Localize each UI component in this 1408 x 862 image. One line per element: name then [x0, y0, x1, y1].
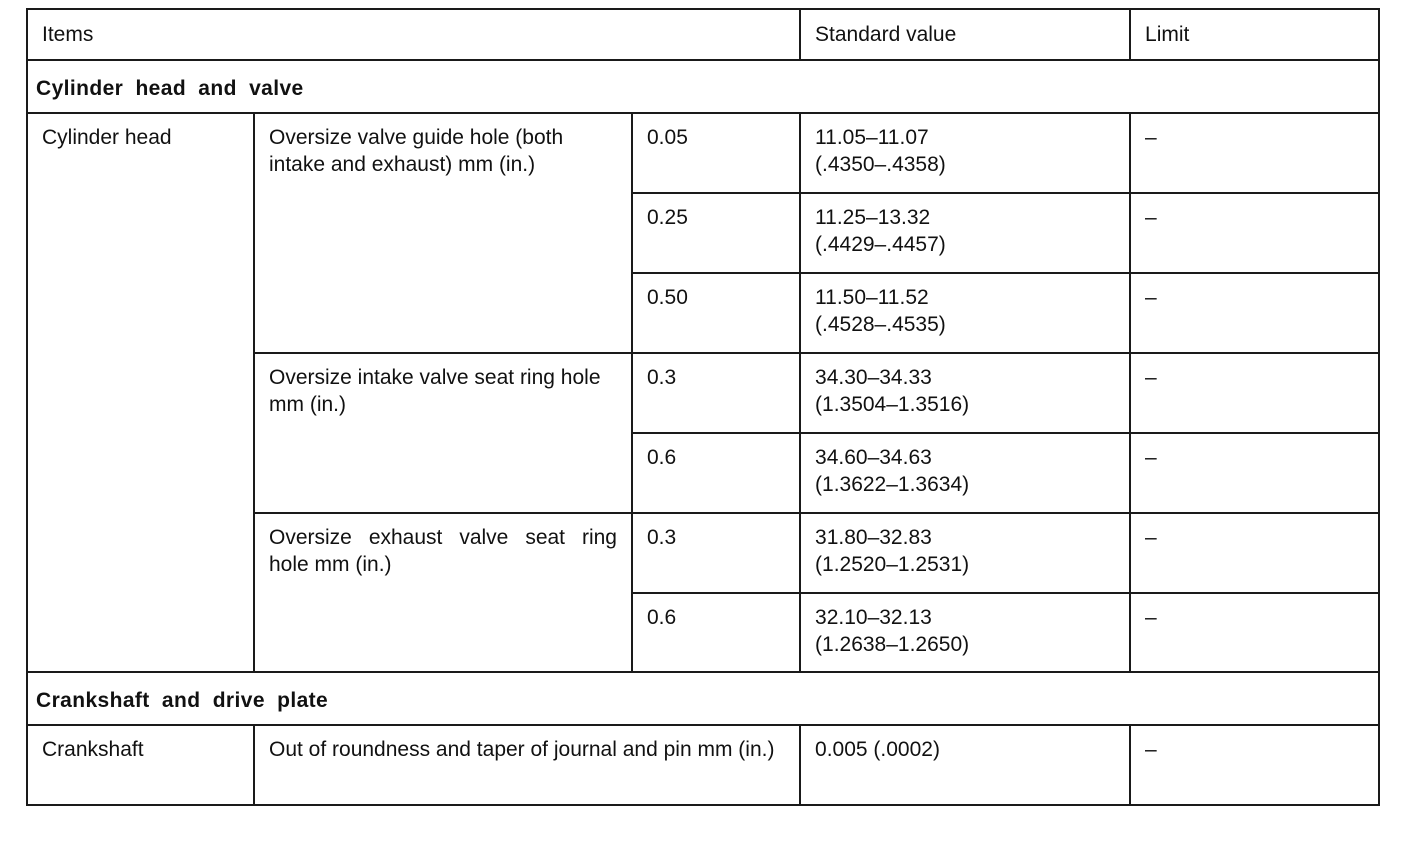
oversize-value: 0.05	[632, 113, 800, 193]
oversize-value: 0.50	[632, 273, 800, 353]
standard-mm: 31.80–32.83	[815, 526, 932, 549]
item-cylinder-head: Cylinder head	[27, 113, 254, 672]
standard-value-cell: 0.005 (.0002)	[800, 725, 1130, 805]
table-row	[27, 113, 1379, 193]
standard-in: (.4528–.4535)	[815, 313, 946, 336]
limit-value: –	[1130, 513, 1379, 593]
section-title-cylinder-head-and-valve: Cylinder head and valve	[27, 60, 1379, 113]
section-title-crankshaft-and-drive-plate: Crankshaft and drive plate	[27, 672, 1379, 725]
standard-in: (1.3504–1.3516)	[815, 393, 970, 416]
oversize-value: 0.6	[632, 433, 800, 513]
standard-in: (.4350–.4358)	[815, 153, 946, 176]
header-limit: Limit	[1130, 9, 1379, 60]
table-header-row	[27, 9, 1379, 60]
oversize-value: 0.3	[632, 513, 800, 593]
standard-in: (1.3622–1.3634)	[815, 473, 970, 496]
specifications-table	[26, 8, 1380, 806]
group-label-intake-seat-ring-hole: Oversize intake valve seat ring hole mm (in.)	[254, 353, 632, 513]
group-label-valve-guide-hole: Oversize valve guide hole (both intake and exhaust) mm (in.)	[254, 113, 632, 353]
standard-value-cell	[800, 353, 1130, 433]
section-row	[27, 60, 1379, 113]
standard-value-cell	[800, 433, 1130, 513]
standard-value-cell	[800, 113, 1130, 193]
section-row	[27, 672, 1379, 725]
standard-mm: 11.25–13.32	[815, 206, 931, 229]
limit-value: –	[1130, 433, 1379, 513]
standard-mm: 11.50–11.52	[815, 286, 929, 309]
item-crankshaft: Crankshaft	[27, 725, 254, 805]
limit-value: –	[1130, 273, 1379, 353]
standard-mm: 11.05–11.07	[815, 126, 929, 149]
standard-value-cell	[800, 593, 1130, 672]
limit-value: –	[1130, 725, 1379, 805]
group-label-exhaust-seat-ring-hole: Oversize exhaust valve seat ring hole mm (in.)	[254, 513, 632, 672]
standard-value-cell	[800, 193, 1130, 273]
standard-mm: 34.60–34.63	[815, 446, 932, 469]
limit-value: –	[1130, 113, 1379, 193]
standard-in: (1.2520–1.2531)	[815, 553, 970, 576]
table-row	[27, 725, 1379, 805]
standard-value-cell	[800, 513, 1130, 593]
header-items: Items	[27, 9, 800, 60]
header-standard-value: Standard value	[800, 9, 1130, 60]
standard-value-cell	[800, 273, 1130, 353]
oversize-value: 0.25	[632, 193, 800, 273]
oversize-value: 0.6	[632, 593, 800, 672]
limit-value: –	[1130, 593, 1379, 672]
standard-in: (1.2638–1.2650)	[815, 633, 970, 656]
label-out-of-roundness: Out of roundness and taper of journal and pin mm (in.)	[254, 725, 800, 805]
standard-mm: 32.10–32.13	[815, 606, 932, 629]
limit-value: –	[1130, 193, 1379, 273]
limit-value: –	[1130, 353, 1379, 433]
standard-mm: 34.30–34.33	[815, 366, 932, 389]
standard-in: (.4429–.4457)	[815, 233, 946, 256]
oversize-value: 0.3	[632, 353, 800, 433]
